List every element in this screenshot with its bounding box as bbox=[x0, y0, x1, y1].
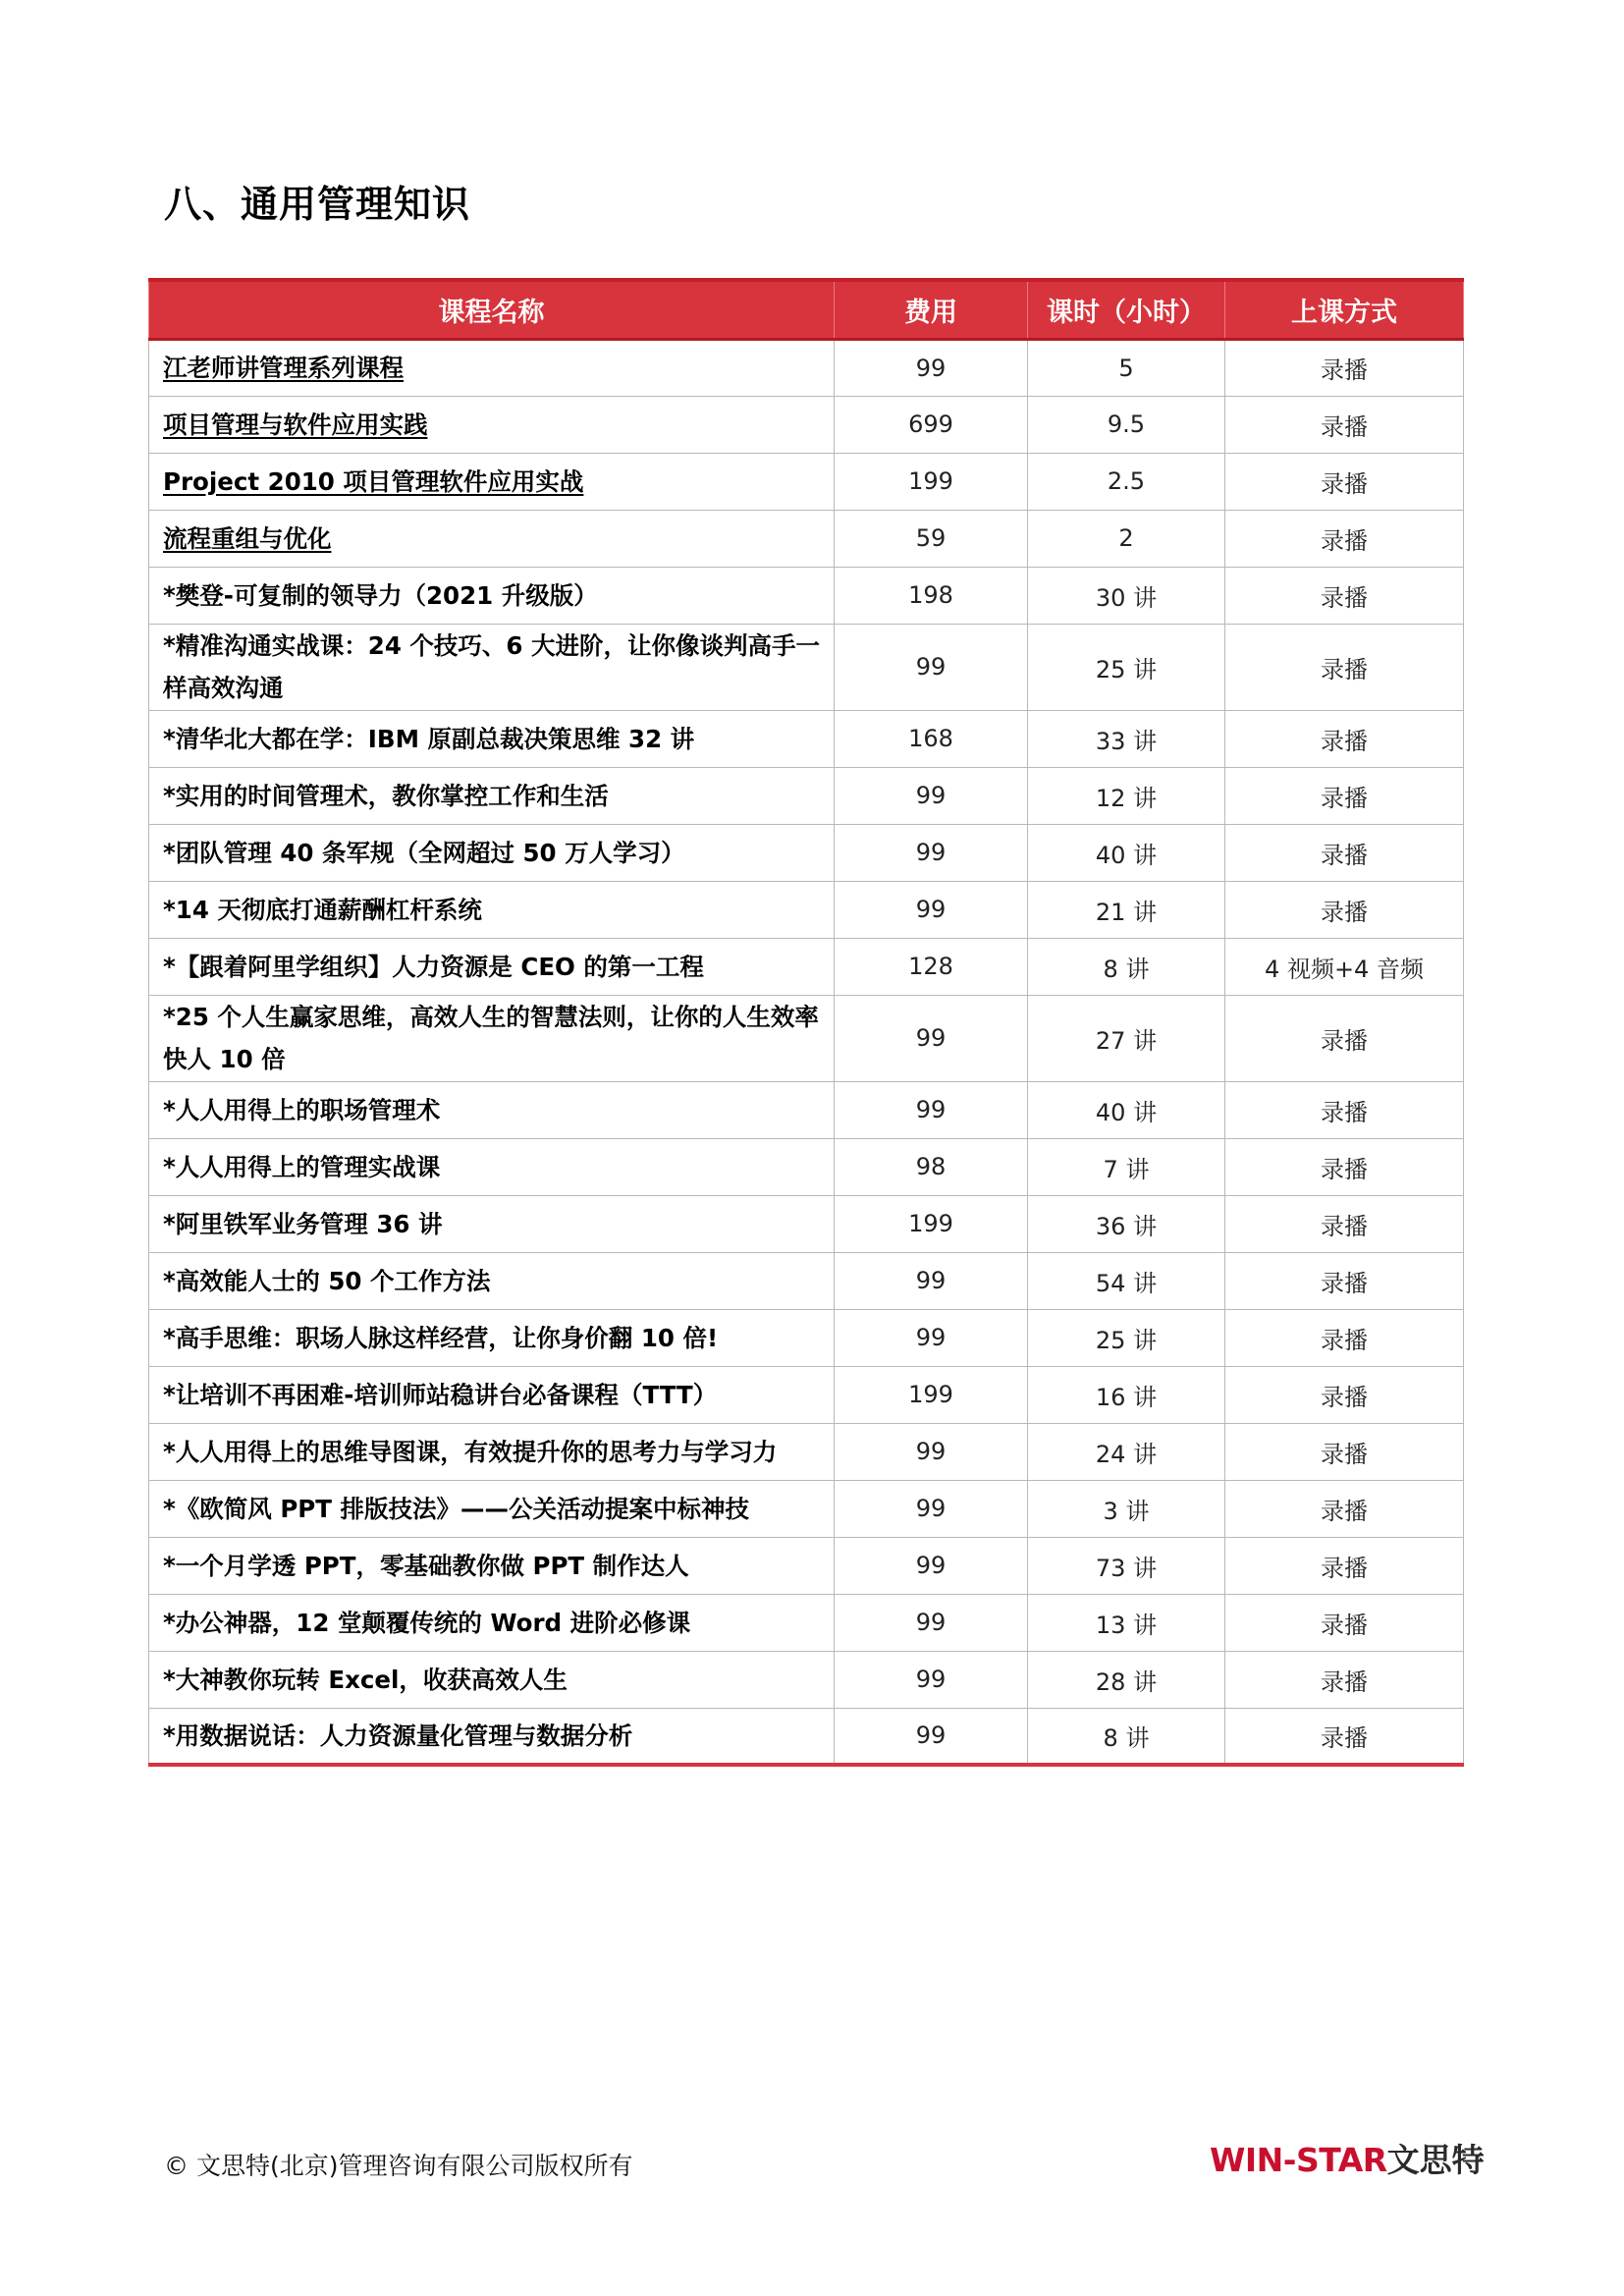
table-row bbox=[149, 710, 1464, 767]
course-mode: 录播 bbox=[1225, 1594, 1464, 1651]
course-mode: 录播 bbox=[1225, 1651, 1464, 1708]
course-hours: 8 讲 bbox=[1028, 938, 1225, 995]
course-name-cell bbox=[149, 1594, 835, 1651]
course-mode: 录播 bbox=[1225, 510, 1464, 567]
course-name-cell bbox=[149, 1480, 835, 1537]
course-rows bbox=[149, 339, 1464, 1765]
course-link[interactable]: 流程重组与优化 bbox=[163, 523, 332, 553]
course-fee: 99 bbox=[835, 1309, 1028, 1366]
table-row bbox=[149, 1423, 1464, 1480]
course-fee: 199 bbox=[835, 1366, 1028, 1423]
course-mode: 录播 bbox=[1225, 824, 1464, 881]
course-hours: 21 讲 bbox=[1028, 881, 1225, 938]
table-header-row bbox=[149, 280, 1464, 339]
header-fee: 费用 bbox=[835, 280, 1028, 339]
course-hours: 25 讲 bbox=[1028, 1309, 1225, 1366]
course-name-cell bbox=[149, 1081, 835, 1138]
course-name: *高手思维：职场人脉这样经营，让你身价翻 10 倍! bbox=[163, 1323, 719, 1352]
course-name: *14 天彻底打通薪酬杠杆系统 bbox=[163, 895, 482, 924]
course-mode: 录播 bbox=[1225, 339, 1464, 396]
course-hours: 25 讲 bbox=[1028, 624, 1225, 710]
course-hours: 2 bbox=[1028, 510, 1225, 567]
header-mode: 上课方式 bbox=[1225, 280, 1464, 339]
course-hours: 13 讲 bbox=[1028, 1594, 1225, 1651]
table-row bbox=[149, 453, 1464, 510]
table-row bbox=[149, 567, 1464, 624]
course-hours: 27 讲 bbox=[1028, 995, 1225, 1081]
course-mode: 录播 bbox=[1225, 1423, 1464, 1480]
course-name-cell bbox=[149, 824, 835, 881]
course-mode: 录播 bbox=[1225, 1081, 1464, 1138]
course-fee: 99 bbox=[835, 1423, 1028, 1480]
course-name-cell bbox=[149, 396, 835, 453]
course-mode: 录播 bbox=[1225, 567, 1464, 624]
course-fee: 99 bbox=[835, 1252, 1028, 1309]
course-name: *人人用得上的管理实战课 bbox=[163, 1152, 441, 1181]
course-mode: 录播 bbox=[1225, 624, 1464, 710]
course-mode: 录播 bbox=[1225, 1366, 1464, 1423]
course-fee: 99 bbox=[835, 1594, 1028, 1651]
course-name-cell bbox=[149, 1708, 835, 1765]
table-row bbox=[149, 510, 1464, 567]
table-row bbox=[149, 1708, 1464, 1765]
course-hours: 3 讲 bbox=[1028, 1480, 1225, 1537]
course-name: *《欧简风 PPT 排版技法》——公关活动提案中标神技 bbox=[163, 1494, 749, 1523]
course-table bbox=[148, 278, 1464, 1767]
course-fee: 99 bbox=[835, 767, 1028, 824]
course-name: *实用的时间管理术，教你掌控工作和生活 bbox=[163, 781, 609, 810]
section-title: 八、通用管理知识 bbox=[164, 183, 471, 226]
course-hours: 7 讲 bbox=[1028, 1138, 1225, 1195]
course-name-cell bbox=[149, 339, 835, 396]
course-mode: 录播 bbox=[1225, 453, 1464, 510]
course-name-cell bbox=[149, 624, 835, 710]
course-name: *人人用得上的职场管理术 bbox=[163, 1095, 441, 1124]
table-row bbox=[149, 1651, 1464, 1708]
table-row bbox=[149, 1366, 1464, 1423]
course-fee: 199 bbox=[835, 453, 1028, 510]
course-fee: 99 bbox=[835, 1081, 1028, 1138]
course-name-cell bbox=[149, 767, 835, 824]
course-fee: 99 bbox=[835, 624, 1028, 710]
course-name: *大神教你玩转 Excel，收获高效人生 bbox=[163, 1665, 568, 1694]
table-row bbox=[149, 1252, 1464, 1309]
course-name-cell bbox=[149, 1195, 835, 1252]
course-name: *阿里铁军业务管理 36 讲 bbox=[163, 1209, 443, 1238]
course-name: *人人用得上的思维导图课，有效提升你的思考力与学习力 bbox=[163, 1437, 778, 1466]
course-name-cell bbox=[149, 1138, 835, 1195]
course-mode: 录播 bbox=[1225, 1195, 1464, 1252]
table-row bbox=[149, 396, 1464, 453]
course-name-cell bbox=[149, 881, 835, 938]
course-hours: 24 讲 bbox=[1028, 1423, 1225, 1480]
course-hours: 40 讲 bbox=[1028, 824, 1225, 881]
course-hours: 30 讲 bbox=[1028, 567, 1225, 624]
course-mode: 录播 bbox=[1225, 1537, 1464, 1594]
course-hours: 5 bbox=[1028, 339, 1225, 396]
copyright-text: © 文思特(北京)管理咨询有限公司版权所有 bbox=[164, 2152, 633, 2180]
table-row bbox=[149, 1594, 1464, 1651]
course-hours: 2.5 bbox=[1028, 453, 1225, 510]
course-hours: 33 讲 bbox=[1028, 710, 1225, 767]
course-link[interactable]: 江老师讲管理系列课程 bbox=[163, 354, 404, 382]
course-mode: 4 视频+4 音频 bbox=[1225, 938, 1464, 995]
course-fee: 99 bbox=[835, 1651, 1028, 1708]
table-row bbox=[149, 339, 1464, 396]
table-row bbox=[149, 767, 1464, 824]
course-fee: 99 bbox=[835, 1480, 1028, 1537]
course-fee: 99 bbox=[835, 1708, 1028, 1765]
course-name: *精准沟通实战课：24 个技巧、6 大进阶，让你像谈判高手一样高效沟通 bbox=[163, 631, 821, 702]
table-row bbox=[149, 1081, 1464, 1138]
course-name: *樊登-可复制的领导力（2021 升级版） bbox=[163, 580, 598, 610]
logo-chinese: 文思特 bbox=[1386, 2141, 1485, 2179]
course-hours: 40 讲 bbox=[1028, 1081, 1225, 1138]
course-fee: 199 bbox=[835, 1195, 1028, 1252]
course-fee: 128 bbox=[835, 938, 1028, 995]
course-fee: 699 bbox=[835, 396, 1028, 453]
course-name: *【跟着阿里学组织】人力资源是 CEO 的第一工程 bbox=[163, 952, 704, 981]
course-fee: 99 bbox=[835, 339, 1028, 396]
table-row bbox=[149, 1537, 1464, 1594]
course-name-cell bbox=[149, 1423, 835, 1480]
course-mode: 录播 bbox=[1225, 1138, 1464, 1195]
course-fee: 168 bbox=[835, 710, 1028, 767]
course-hours: 28 讲 bbox=[1028, 1651, 1225, 1708]
table-row bbox=[149, 995, 1464, 1081]
course-name: *用数据说话：人力资源量化管理与数据分析 bbox=[163, 1721, 633, 1750]
table-row bbox=[149, 881, 1464, 938]
table-row bbox=[149, 1480, 1464, 1537]
course-link[interactable]: 项目管理与软件应用实践 bbox=[163, 410, 428, 439]
course-name-cell bbox=[149, 1309, 835, 1366]
course-name: *团队管理 40 条军规（全网超过 50 万人学习） bbox=[163, 838, 685, 867]
header-course-name: 课程名称 bbox=[149, 280, 835, 339]
table-row bbox=[149, 938, 1464, 995]
course-name: *一个月学透 PPT，零基础教你做 PPT 制作达人 bbox=[163, 1551, 689, 1580]
course-fee: 198 bbox=[835, 567, 1028, 624]
course-fee: 99 bbox=[835, 1537, 1028, 1594]
table-row bbox=[149, 1195, 1464, 1252]
course-name: *办公神器，12 堂颠覆传统的 Word 进阶必修课 bbox=[163, 1608, 691, 1637]
course-hours: 9.5 bbox=[1028, 396, 1225, 453]
table-row bbox=[149, 824, 1464, 881]
table-row bbox=[149, 1309, 1464, 1366]
company-logo bbox=[1210, 2141, 1485, 2180]
course-name-cell bbox=[149, 995, 835, 1081]
course-fee: 59 bbox=[835, 510, 1028, 567]
table-row bbox=[149, 624, 1464, 710]
course-mode: 录播 bbox=[1225, 710, 1464, 767]
course-name: *清华北大都在学：IBM 原副总裁决策思维 32 讲 bbox=[163, 724, 695, 753]
course-hours: 73 讲 bbox=[1028, 1537, 1225, 1594]
course-mode: 录播 bbox=[1225, 1708, 1464, 1765]
course-mode: 录播 bbox=[1225, 1480, 1464, 1537]
course-name-cell bbox=[149, 1537, 835, 1594]
course-name-cell bbox=[149, 1366, 835, 1423]
course-hours: 8 讲 bbox=[1028, 1708, 1225, 1765]
course-mode: 录播 bbox=[1225, 1252, 1464, 1309]
course-name: *25 个人生赢家思维，高效人生的智慧法则，让你的人生效率快人 10 倍 bbox=[163, 1003, 819, 1073]
course-hours: 16 讲 bbox=[1028, 1366, 1225, 1423]
course-fee: 98 bbox=[835, 1138, 1028, 1195]
course-mode: 录播 bbox=[1225, 767, 1464, 824]
header-hours: 课时（小时） bbox=[1028, 280, 1225, 339]
course-name-cell bbox=[149, 938, 835, 995]
course-hours: 12 讲 bbox=[1028, 767, 1225, 824]
course-name-cell bbox=[149, 1651, 835, 1708]
course-name: *让培训不再困难-培训师站稳讲台必备课程（TTT） bbox=[163, 1380, 718, 1409]
logo-english: WIN-STAR bbox=[1210, 2141, 1387, 2179]
course-mode: 录播 bbox=[1225, 995, 1464, 1081]
course-fee: 99 bbox=[835, 995, 1028, 1081]
course-mode: 录播 bbox=[1225, 881, 1464, 938]
course-fee: 99 bbox=[835, 824, 1028, 881]
course-name-cell bbox=[149, 567, 835, 624]
course-mode: 录播 bbox=[1225, 1309, 1464, 1366]
course-mode: 录播 bbox=[1225, 396, 1464, 453]
course-hours: 54 讲 bbox=[1028, 1252, 1225, 1309]
table-row bbox=[149, 1138, 1464, 1195]
course-hours: 36 讲 bbox=[1028, 1195, 1225, 1252]
course-link[interactable]: Project 2010 项目管理软件应用实战 bbox=[163, 466, 584, 496]
course-name-cell bbox=[149, 510, 835, 567]
course-fee: 99 bbox=[835, 881, 1028, 938]
course-name: *高效能人士的 50 个工作方法 bbox=[163, 1266, 491, 1295]
course-name-cell bbox=[149, 1252, 835, 1309]
course-name-cell bbox=[149, 453, 835, 510]
course-name-cell bbox=[149, 710, 835, 767]
